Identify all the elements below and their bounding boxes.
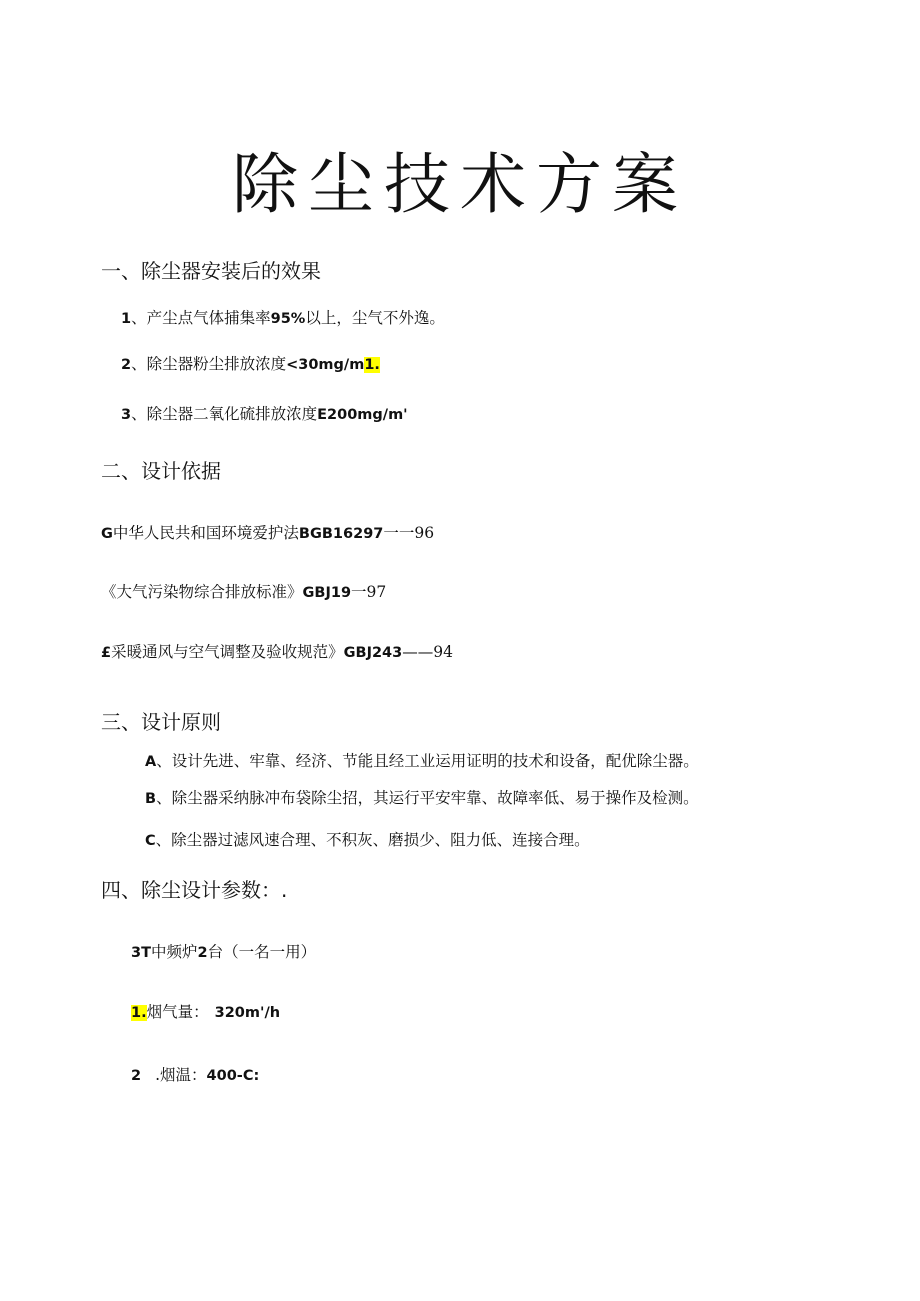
- s3-principle-c: [145, 828, 590, 853]
- s3-principle-c-mark: C: [145, 833, 156, 849]
- section-4-heading: 四、除尘设计参数：.: [101, 878, 288, 902]
- s1-item-2-text: 、除尘器粉尘排放浓度: [131, 355, 287, 373]
- s1-item-1: [121, 306, 445, 331]
- s2-ref-1-code: BGB16297: [298, 526, 384, 542]
- s4-param-1-value: 320m'/h: [214, 1005, 281, 1021]
- s4-furnace-text: 中频炉: [150, 943, 198, 961]
- s2-ref-3: [101, 640, 453, 665]
- s2-ref-1-tail: 一一96: [383, 524, 435, 542]
- s1-item-3-text: 、除尘器二氧化硫排放浓度: [131, 405, 318, 423]
- s4-furnace-code: 3T: [131, 945, 151, 961]
- s1-item-2-number: 2: [121, 357, 132, 373]
- section-1-heading: 一、除尘器安装后的效果: [101, 259, 321, 283]
- s1-item-2-highlight: 1.: [364, 357, 380, 373]
- s2-ref-3-prefix: £: [101, 645, 112, 661]
- s1-item-1-text: 、产尘点气体捕集率: [131, 309, 271, 327]
- s4-param-1: [131, 1000, 280, 1025]
- s1-item-1-number: 1: [121, 311, 132, 327]
- s3-principle-b-text: 、除尘器采纳脉冲布袋除尘招，其运行平安牢靠、故障率低、易于操作及检测。: [156, 789, 699, 807]
- s2-ref-1: [101, 521, 434, 546]
- s3-principle-b-mark: B: [145, 791, 157, 807]
- s2-ref-3-text: 采暖通风与空气调整及验收规范》: [111, 643, 344, 661]
- s3-principle-a-mark: A: [145, 754, 157, 770]
- s4-param-2-value: 400-C:: [206, 1068, 260, 1084]
- s1-item-1-tail: 以上，尘气不外逸。: [305, 309, 445, 327]
- s1-item-2: [121, 352, 380, 377]
- s3-principle-b: [145, 786, 699, 811]
- s1-item-3-value: E200mg/m': [317, 407, 408, 423]
- s1-item-3: [121, 402, 408, 427]
- s1-item-2-value: <30mg/m: [286, 357, 365, 373]
- s4-furnace-count: 2: [197, 945, 208, 961]
- section-3-heading: 三、设计原则: [101, 710, 221, 734]
- s4-furnace-line: [131, 940, 316, 965]
- s3-principle-a-text: 、设计先进、牢靠、经济、节能且经工业运用证明的技术和设备，配优除尘器。: [156, 752, 699, 770]
- s2-ref-2-text: 《大气污染物综合排放标准》: [101, 583, 303, 601]
- s1-item-3-number: 3: [121, 407, 132, 423]
- s2-ref-2-tail: 一97: [351, 583, 387, 601]
- s4-param-2-number: 2: [131, 1068, 142, 1084]
- s3-principle-c-text: 、除尘器过滤风速合理、不积灰、磨损少、阻力低、连接合理。: [155, 831, 590, 849]
- s2-ref-2: [101, 580, 386, 605]
- s2-ref-3-tail: ——94: [402, 643, 453, 661]
- s4-param-1-highlight: 1.: [131, 1005, 147, 1021]
- s4-param-1-text: 烟气量：: [146, 1003, 209, 1021]
- s2-ref-1-text: 中华人民共和国环境爱护法: [112, 524, 299, 542]
- s4-param-2-text: .烟温：: [155, 1066, 207, 1084]
- s4-furnace-tail: 台（一名一用）: [207, 943, 317, 961]
- s1-item-1-value: 95%: [270, 311, 306, 327]
- s2-ref-3-code: GBJ243: [343, 645, 403, 661]
- s3-principle-a: [145, 749, 699, 774]
- s4-param-2: [131, 1063, 259, 1088]
- s2-ref-1-prefix: G: [101, 526, 113, 542]
- s2-ref-2-code: GBJ19: [302, 585, 352, 601]
- page-title: 除尘技术方案: [232, 146, 688, 223]
- section-2-heading: 二、设计依据: [101, 459, 221, 483]
